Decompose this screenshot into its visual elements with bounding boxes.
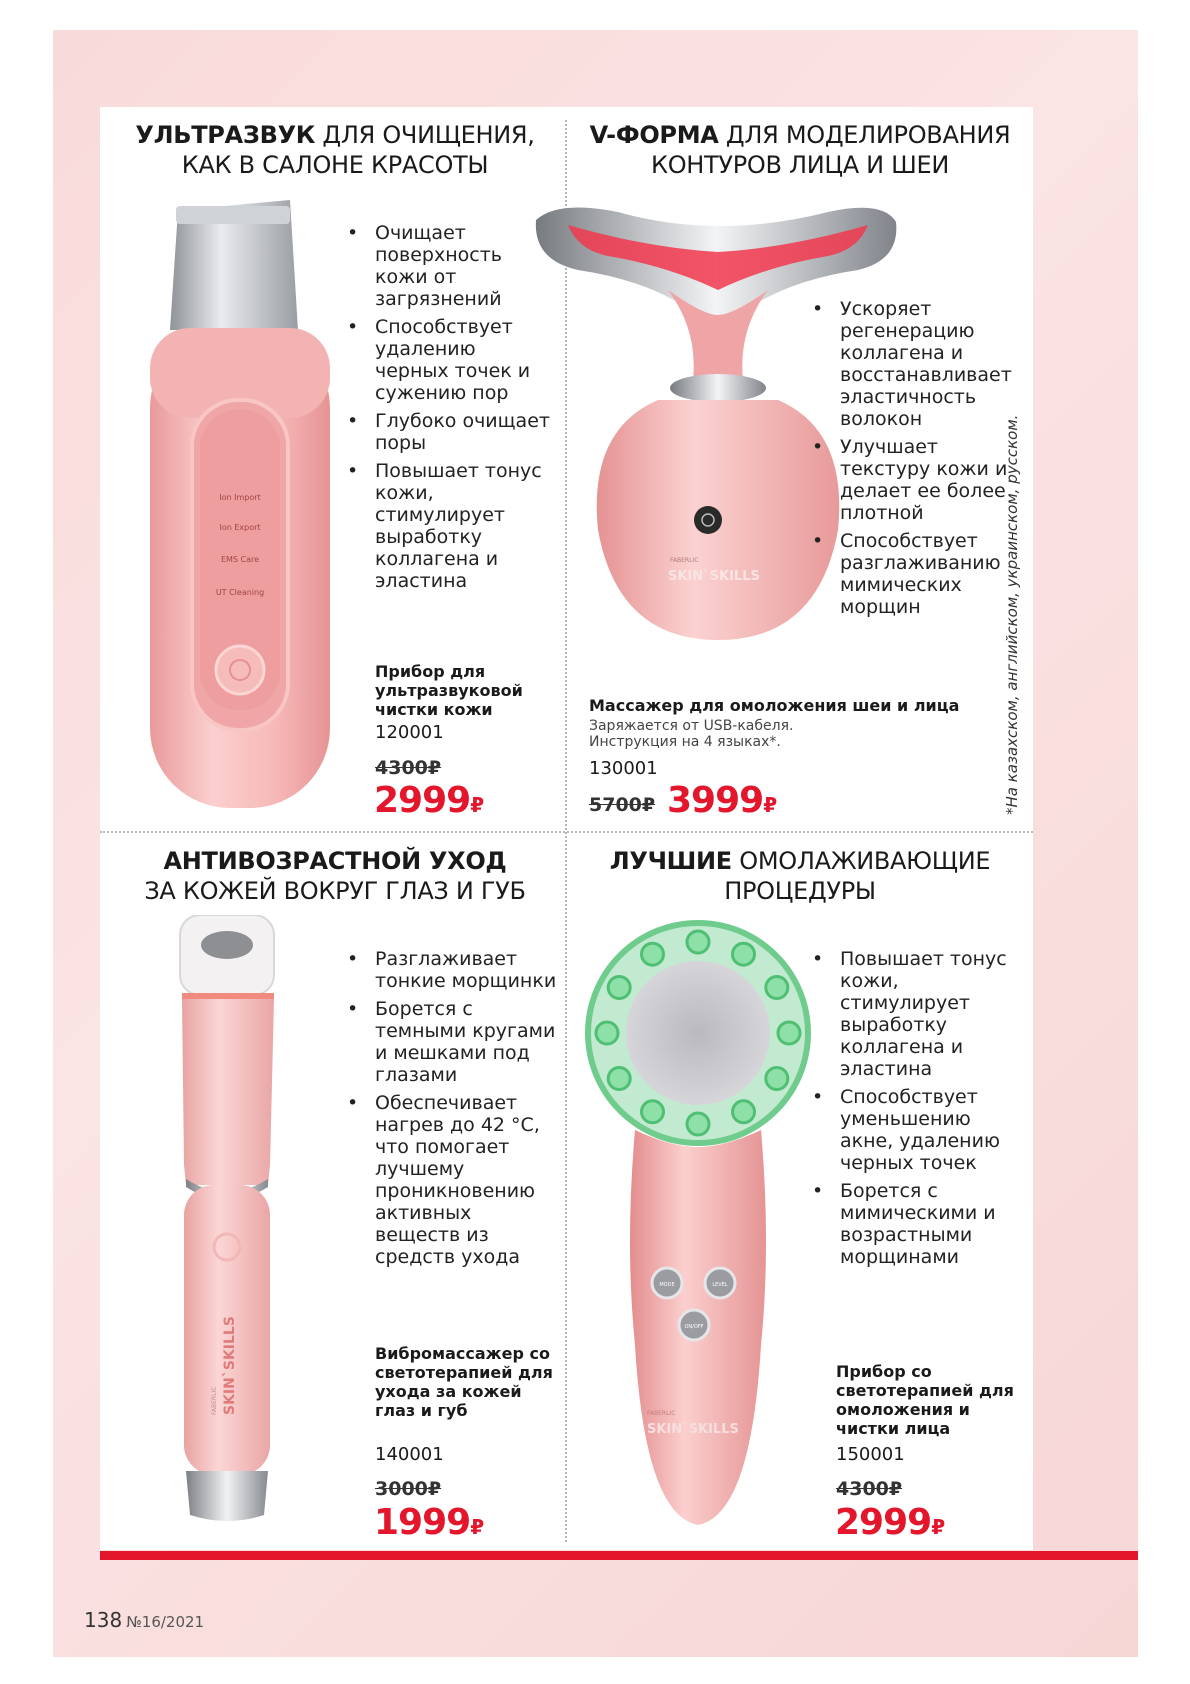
side-footnote: *На казахском, английском, украинском, русском. <box>1003 414 1021 815</box>
bullet: • Способствует удалению черных точек и сужению пор <box>343 316 553 404</box>
mode-button-label: MODE <box>659 1282 675 1288</box>
led-light <box>766 1068 788 1090</box>
bullet: • Очищает поверхность кожи от загрязнений <box>343 222 553 310</box>
section-2-note: Заряжается от USB-кабеля. Инструкция на 4 языках*. <box>589 718 794 750</box>
led-light <box>766 977 788 999</box>
bullet: • Способствует уменьшению акне, удалению черных точек <box>808 1086 1023 1174</box>
bullet: • Борется с темными кругами и мешками под глазами <box>343 998 558 1086</box>
section-1-price: 2999₽ <box>374 780 485 821</box>
led-light <box>733 943 755 965</box>
bullet: • Повышает тонус кожи, стимулирует выработку коллагена и эластина <box>343 460 553 592</box>
eye-massager-image <box>170 915 290 1535</box>
bullet: • Ускоряет регенерацию коллагена и восстанавливает эластичность волокон <box>808 298 1013 430</box>
power-button-label: ON/OFF <box>684 1324 704 1330</box>
bullet: • Глубоко очищает поры <box>343 410 553 454</box>
device-label-ion-import: Ion Import <box>219 493 261 502</box>
brand-small: FABERLIC <box>670 557 699 564</box>
brand-small: FABERLIC <box>647 1410 676 1417</box>
section-1-bullets <box>343 222 553 598</box>
led-light <box>642 943 664 965</box>
section-1-title: УЛЬТРАЗВУК ДЛЯ ОЧИЩЕНИЯ, КАК В САЛОНЕ КРАСОТЫ <box>135 121 535 179</box>
led-light <box>733 1101 755 1123</box>
led-light <box>642 1101 664 1123</box>
led-light <box>608 1068 630 1090</box>
led-light <box>687 931 709 953</box>
horizontal-divider <box>100 831 1033 833</box>
section-2-product-name: Массажер для омоложения шеи и лица <box>589 696 960 715</box>
section-1-product-name: Прибор для ультразвуковой чистки кожи <box>375 662 523 719</box>
page-folio <box>84 1608 204 1632</box>
footer-red-bar <box>100 1551 1138 1560</box>
section-3-product-name: Вибромассажер со светотерапией для ухода за кожей глаз и губ <box>375 1344 553 1420</box>
led-light <box>608 977 630 999</box>
bullet: • Повышает тонус кожи, стимулирует выработку коллагена и эластина <box>808 948 1023 1080</box>
led-light <box>778 1022 800 1044</box>
section-4-code: 150001 <box>836 1444 905 1465</box>
bullet: • Разглаживает тонкие морщинки <box>343 948 558 992</box>
bullet: • Обеспечивает нагрев до 42 °С, что помогает лучшему проникновению активных веществ из средств ухода <box>343 1092 558 1268</box>
section-4-bullets <box>808 948 1023 1274</box>
level-button-label: LEVEL <box>712 1282 728 1288</box>
brand-logo: SKIN`SKILLS <box>647 1422 739 1437</box>
device-label-ut-cleaning: UT Cleaning <box>215 588 265 597</box>
section-3-code: 140001 <box>375 1444 444 1465</box>
issue-number: №16/2021 <box>126 1613 205 1631</box>
bullet: • Борется с мимическими и возрастными морщинами <box>808 1180 1023 1268</box>
led-light <box>596 1022 618 1044</box>
section-2-old-price: 5700₽ <box>589 794 656 816</box>
section-3-bullets <box>343 948 558 1274</box>
led-light <box>687 1113 709 1135</box>
section-2-price: 3999₽ <box>667 780 778 821</box>
device-label-ion-export: Ion Export <box>219 523 261 532</box>
bullet: • Способствует разглаживанию мимических морщин <box>808 530 1013 618</box>
section-4-old-price: 4300₽ <box>836 1478 903 1500</box>
brand-logo: SKIN`SKILLS <box>668 569 760 584</box>
section-1-old-price: 4300₽ <box>375 757 442 779</box>
brand-logo: SKIN`SKILLS <box>222 1316 238 1415</box>
page-number: 138 <box>84 1608 123 1632</box>
section-3-title: АНТИВОЗРАСТНОЙ УХОД ЗА КОЖЕЙ ВОКРУГ ГЛАЗ И ГУБ <box>144 847 526 905</box>
bullet: • Улучшает текстуру кожи и делает ее более плотной <box>808 436 1013 524</box>
ultrasonic-device-image <box>140 200 340 820</box>
section-4-title: ЛУЧШИЕ ОМОЛАЖИВАЮЩИЕ ПРОЦЕДУРЫ <box>609 847 991 905</box>
brand-small: FABERLIC <box>211 1386 218 1415</box>
device-label-ems-care: EMS Care <box>220 555 260 564</box>
section-3-old-price: 3000₽ <box>375 1478 442 1500</box>
section-2-bullets <box>808 298 1013 624</box>
section-2-code: 130001 <box>589 758 658 779</box>
light-therapy-device-image <box>585 915 815 1545</box>
section-1-code: 120001 <box>375 722 444 743</box>
section-4-price: 2999₽ <box>835 1502 946 1543</box>
section-4-product-name: Прибор со светотерапией для омоложения и чистки лица <box>836 1362 1014 1438</box>
section-3-price: 1999₽ <box>374 1502 485 1543</box>
section-2-title: V-ФОРМА ДЛЯ МОДЕЛИРОВАНИЯ КОНТУРОВ ЛИЦА И ШЕИ <box>589 121 1011 179</box>
